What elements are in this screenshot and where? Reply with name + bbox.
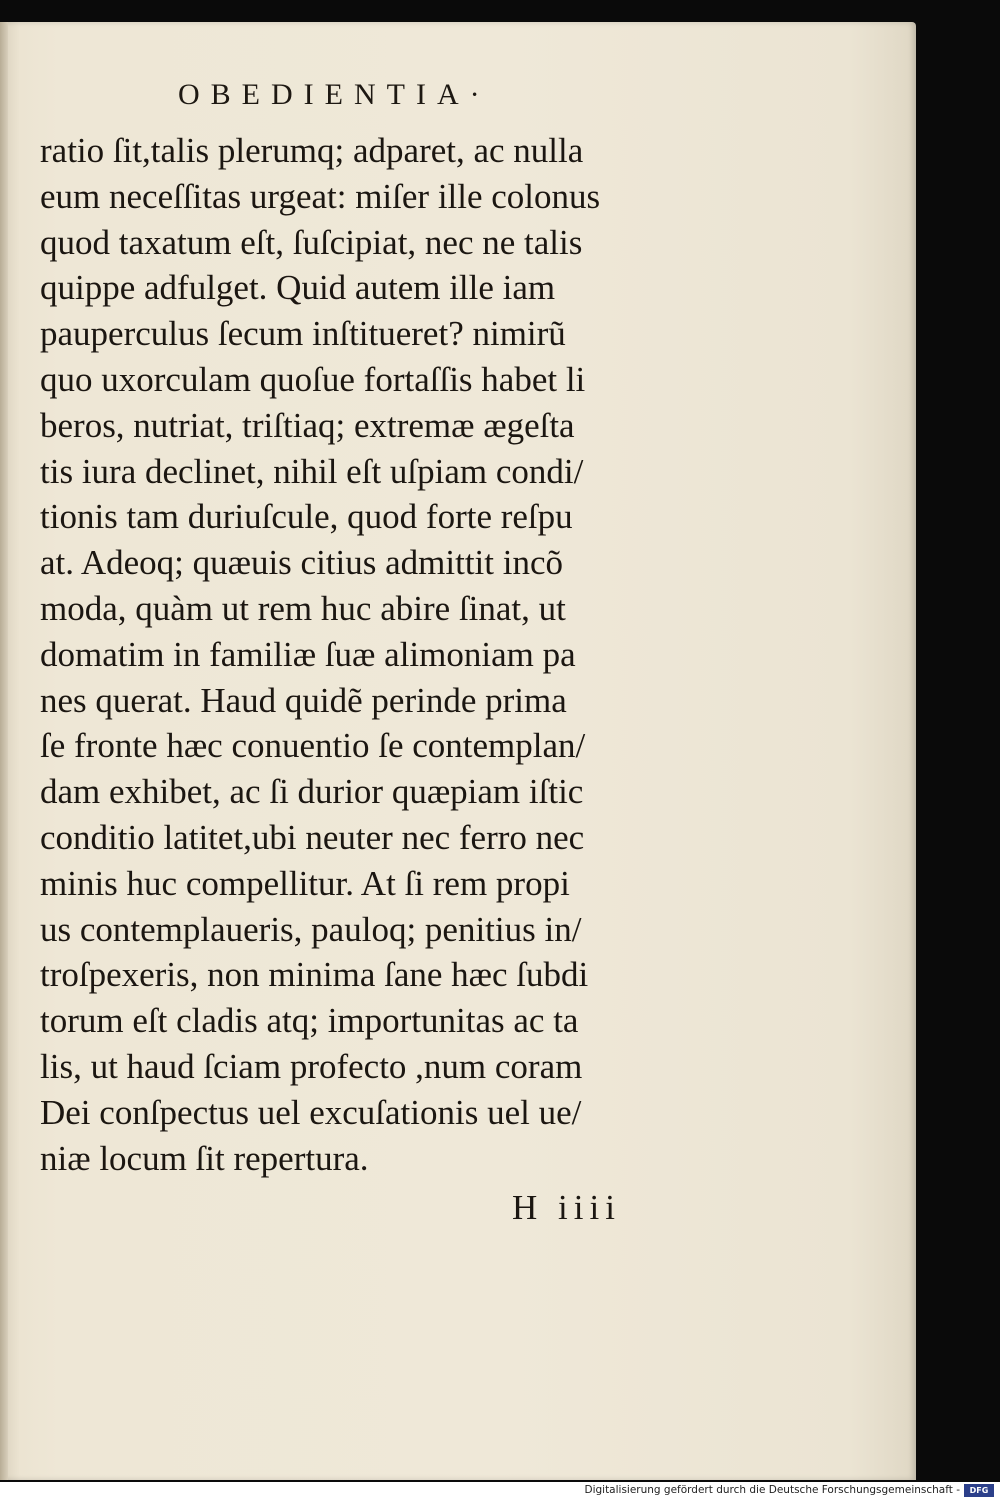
text-line: troſpexeris, non minima ſane hæc ſubdi [40, 955, 589, 995]
text-line: quippe adfulget. Quid autem ille iam [40, 268, 556, 308]
page-binding-edge [0, 22, 8, 1480]
running-title: OBEDIENTIA· [178, 78, 491, 111]
dfg-logo: DFG [964, 1484, 994, 1497]
text-line: torum eſt cladis atq; importunitas ac ta [40, 1001, 579, 1041]
text-line: eum neceſſitas urgeat: miſer ille colonus [40, 176, 601, 216]
text-line: pauperculus ſecum inſtitueret? nimirũ [40, 314, 566, 354]
text-line: ratio ſit,talis plerumq; adparet, ac nulla [40, 131, 584, 170]
text-line: conditio latitet,ubi neuter nec ferro nec [40, 817, 585, 857]
funding-credit: Digitalisierung gefördert durch die Deutsche Forschungsgemeinschaft - [584, 1484, 960, 1496]
text-line: tionis tam duriuſcule, quod forte reſpu [40, 497, 573, 537]
text-line: minis huc compellitur. At ſi rem propi [40, 863, 570, 903]
text-line: at. Adeoq; quæuis citius admittit incõ [40, 543, 564, 583]
text-line: quod taxatum eſt, ſuſcipiat, nec ne talis [40, 222, 583, 262]
text-line: tis iura declinet, nihil eſt uſpiam condi/ [40, 451, 584, 491]
text-line: dam exhibet, ac ſi durior quæpiam iſtic [40, 772, 584, 812]
text-line: quo uxorculam quoſue fortaſſis habet li [40, 359, 586, 399]
text-line: moda, quàm ut rem huc abire ſinat, ut [40, 588, 566, 628]
text-line: nes querat. Haud quidẽ perinde prima [40, 680, 567, 720]
text-line: us contemplaueris, pauloq; penitius in/ [40, 909, 582, 949]
digitization-footer [0, 1482, 1000, 1501]
body-text [40, 128, 680, 1181]
signature-mark: H iiii [512, 1188, 621, 1227]
text-line: lis, ut haud ſciam profecto ,num coram [40, 1046, 583, 1086]
text-line: Dei conſpectus uel excuſationis uel ue/ [40, 1092, 582, 1132]
text-line: beros, nutriat, triſtiaq; extremæ ægeſta [40, 405, 575, 445]
text-line: niæ locum ſit repertura. [40, 1138, 369, 1178]
text-line: ſe fronte hæc conuentio ſe contemplan/ [40, 726, 586, 766]
text-line: domatim in familiæ ſuæ alimoniam pa [40, 634, 576, 674]
